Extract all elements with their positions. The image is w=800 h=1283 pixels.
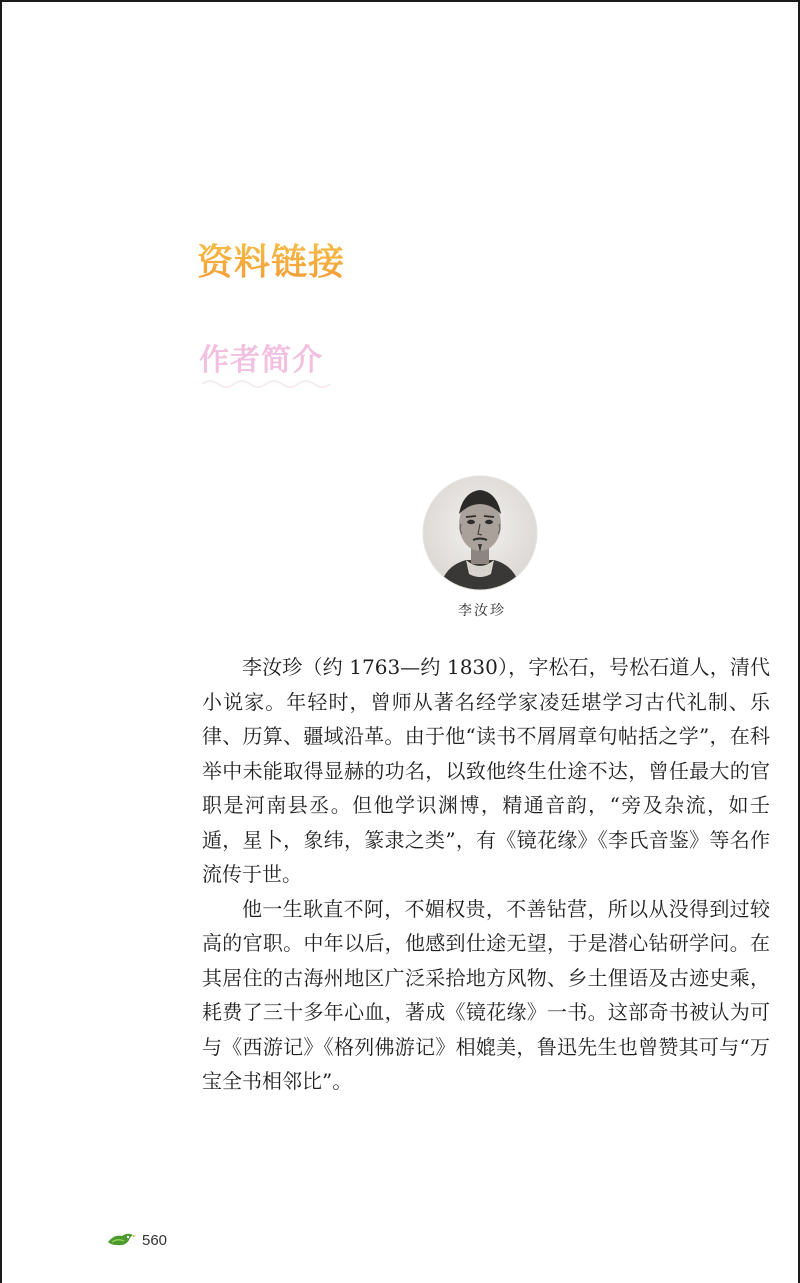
portrait-caption: 李汝珍: [458, 603, 506, 619]
subtitle-decoration: [202, 376, 337, 388]
section-title: 资料链接: [197, 234, 345, 285]
subsection-title: 作者简介: [199, 343, 323, 378]
page-number: 560: [142, 1231, 168, 1249]
page-footer: [106, 1228, 167, 1252]
author-portrait: [421, 474, 539, 592]
paragraph: 李汝珍（约 1763—约 1830），字松石，号松石道人，清代小说家。年轻时，曾师从著名经学家凌廷堪学习古代礼制、乐律、历算、疆域沿革。由于他“读书不屑屑章句帖括之学”，在科举中未能取得显赫的功名，以致他终生仕途不达，曾任最大的官职是河南县丞。但他学识渊博，精通音韵，“旁及杂流，如壬遁，星卜，象纬，篆隶之类”，有《镜花缘》《李氏音鉴》等名作流传于世。: [202, 655, 770, 886]
paragraph: 他一生耿直不阿，不媚权贵，不善钻营，所以从没得到过较高的官职。中年以后，他感到仕途无望，于是潜心钻研学问。在其居住的古海州地区广泛采拾地方风物、乡土俚语及古迹史乘，耗费了三十多年心血，著成《镜花缘》一书。这部奇书被认为可与《西游记》《格列佛游记》相媲美，鲁迅先生也曾赞其可与“万宝全书相邻比”。: [202, 896, 770, 1093]
body-text: [202, 650, 770, 1099]
bird-icon: [106, 1228, 136, 1252]
